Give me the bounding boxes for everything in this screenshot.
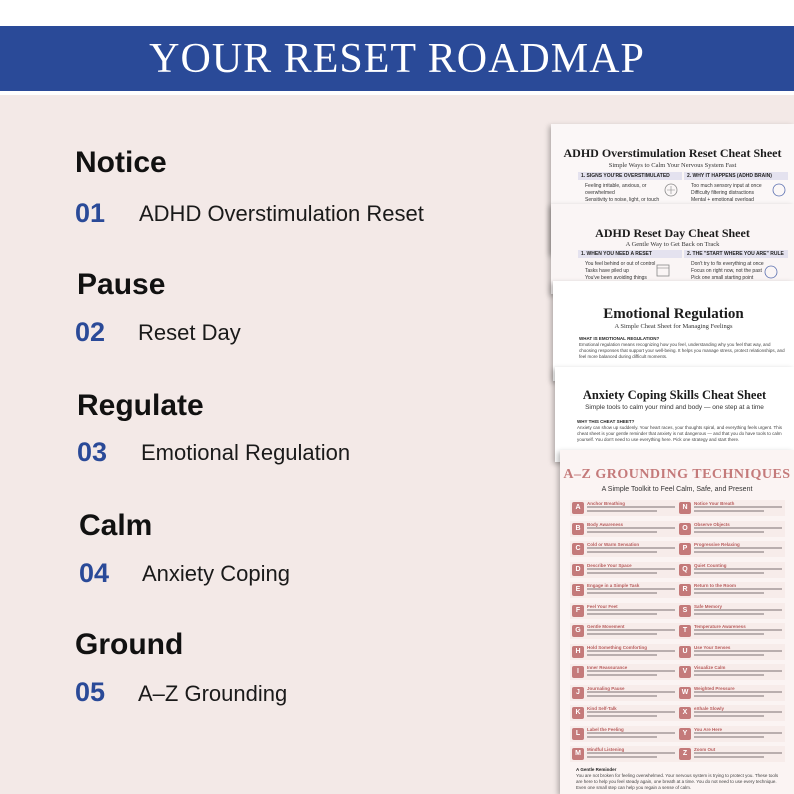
technique-description-line [694,588,782,590]
technique-name: Mindful Listening [587,747,625,752]
sheet-subtitle: Simple Ways to Calm Your Nervous System Fast [608,162,737,169]
letter-badge: M [572,748,584,760]
technique-description-line [694,732,782,734]
step-label: Emotional Regulation [141,440,351,465]
technique-description-line [587,506,675,508]
technique-item [570,521,678,537]
brain-icon [663,182,679,198]
reminder-heading: A Gentle Reminder [576,767,617,772]
section-header: 2. WHY IT HAPPENS (ADHD BRAIN) [684,172,788,180]
technique-item [677,644,785,660]
reminder-body: You are not broken for feeling overwhelmed. Your nervous system is trying to protect you. These tools are here to help you feel steady again, one breath at a time. You do not need to use every technique. Even one small step can help you regain a sense of calm. [576,773,779,790]
letter-badge: C [572,543,584,555]
letter-badge: L [572,728,584,740]
technique-description-line [694,551,764,553]
technique-item [570,623,678,639]
step-name: Notice [75,146,167,179]
az-grounding-sheet [560,450,794,794]
technique-description-line [587,629,675,631]
technique-description-line [694,715,764,717]
technique-name: Cold or Warm Sensation [587,542,640,547]
technique-item [677,726,785,742]
technique-name: Weighted Pressure [694,685,735,691]
head-icon [771,182,787,198]
technique-name: eXhale Slowly [694,706,725,711]
sheet-subtitle: A Simple Cheat Sheet for Managing Feelings [614,323,733,330]
technique-description-line [694,506,782,508]
bullet: You feel behind or out of control [585,261,656,267]
sheet-title: ADHD Overstimulation Reset Cheat Sheet [563,146,782,160]
step-label: Reset Day [138,320,241,345]
step-name: Pause [77,268,166,301]
technique-name: Body Awareness [587,521,624,527]
technique-description-line [694,629,782,631]
technique-item [570,644,678,660]
technique-description-line [694,691,782,693]
technique-description-line [587,547,675,549]
technique-description-line [587,715,657,717]
anxiety-coping-sheet [555,367,794,462]
bullet: Don't try to fix everything at once [691,261,764,267]
technique-name: Feel Your Feet [587,603,618,609]
section-header: 1. WHEN YOU NEED A RESET [578,250,682,258]
step-number: 03 [77,437,108,467]
section-header: 2. THE "START WHERE YOU ARE" RULE [684,250,788,258]
technique-name: Safe Memory [694,603,723,609]
technique-item [570,726,678,742]
bullet: Difficulty filtering distractions [691,190,754,196]
technique-item [677,685,785,701]
technique-description-line [694,695,764,697]
technique-item [570,603,678,619]
technique-name: Journaling Pause [587,685,625,691]
letter-badge: F [572,605,584,617]
technique-name: Zoom Out [694,747,716,752]
section-body: Emotional regulation means recognizing how you feel, understanding why you feel that way, and choosing responses that support your well-being. It helps you manage stress, protect relationships, and feel more balanced during difficult moments. [579,342,785,359]
page-title: YOUR RESET ROADMAP [149,35,645,82]
technique-item [677,623,785,639]
technique-description-line [694,613,764,615]
step-name: Ground [75,628,184,661]
technique-name: Anchor Breathing [587,501,626,506]
technique-name: Use Your Senses [694,644,731,650]
technique-item [570,582,678,598]
technique-description-line [694,547,782,549]
technique-description-line [587,510,657,512]
technique-description-line [587,736,657,738]
technique-description-line [587,695,657,697]
letter-badge: A [572,502,584,514]
technique-description-line [694,711,782,713]
section-header: 1. SIGNS YOU'RE OVERSTIMULATED [578,172,682,180]
technique-name: Describe Your Space [587,562,632,568]
technique-name: Hold Something Comforting [587,644,647,650]
bullet: overwhelmed [585,190,615,196]
letter-badge: B [572,523,584,535]
letter-badge: N [679,502,691,514]
technique-description-line [694,670,782,672]
letter-badge: W [679,687,691,699]
step-number: 02 [75,317,106,347]
clock-icon [763,264,779,280]
sheet-title: A–Z GROUNDING TECHNIQUES [563,467,791,482]
technique-description-line [587,588,675,590]
technique-item [570,685,678,701]
technique-description-line [694,650,782,652]
technique-description-line [587,670,675,672]
technique-item [677,746,785,762]
technique-name: Return to the Room [694,583,736,588]
technique-description-line [587,654,657,656]
technique-description-line [587,691,675,693]
letter-badge: O [679,523,691,535]
emotional-regulation-sheet [553,281,794,381]
technique-item [677,541,785,557]
technique-name: Label the Feeling [587,726,624,732]
step-label: Anxiety Coping [142,561,290,586]
technique-description-line [694,572,764,574]
technique-description-line [587,711,675,713]
bullet: You've been avoiding things [585,275,647,281]
letter-badge: R [679,584,691,596]
technique-item [570,500,678,516]
technique-name: Observe Objects [694,521,730,527]
letter-badge: V [679,666,691,678]
technique-item [570,541,678,557]
technique-description-line [587,551,657,553]
technique-description-line [587,531,657,533]
sheet-title: Anxiety Coping Skills Cheat Sheet [582,388,767,402]
technique-description-line [587,756,657,758]
technique-item [570,705,678,721]
technique-description-line [694,568,782,570]
technique-description-line [587,592,657,594]
letter-badge: S [679,605,691,617]
technique-description-line [587,650,675,652]
sheet-subtitle: A Gentle Way to Get Back on Track [625,241,720,248]
step-label: A–Z Grounding [138,681,288,706]
technique-item [570,664,678,680]
technique-name: Quiet Counting [694,562,727,568]
technique-name: Engage in a Simple Task [587,583,640,588]
technique-name: You Are Here [694,726,723,732]
technique-name: Gentle Movement [587,624,625,629]
technique-description-line [694,736,764,738]
bullet: Pick one small starting point [691,275,754,281]
sheet-title: ADHD Reset Day Cheat Sheet [595,226,750,240]
technique-description-line [587,752,675,754]
technique-name: Visualize Calm [694,665,726,670]
step-label: ADHD Overstimulation Reset [139,201,424,226]
technique-item [677,664,785,680]
technique-description-line [694,752,782,754]
letter-badge: T [679,625,691,637]
letter-badge: X [679,707,691,719]
letter-badge: P [679,543,691,555]
step-number: 04 [79,558,110,588]
letter-badge: J [572,687,584,699]
bullet: Feeling irritable, anxious, or [585,183,647,189]
technique-item [677,603,785,619]
sheet-subtitle: A Simple Toolkit to Feel Calm, Safe, and Present [601,486,753,493]
step-name: Regulate [77,389,204,422]
technique-description-line [694,592,764,594]
technique-description-line [694,527,782,529]
letter-badge: G [572,625,584,637]
technique-description-line [694,510,764,512]
bullet: Too much sensory input at once [691,183,762,189]
technique-description-line [587,527,675,529]
technique-description-line [694,609,782,611]
letter-badge: H [572,646,584,658]
technique-name: Inner Reassurance [587,665,628,670]
technique-description-line [694,633,764,635]
technique-description-line [587,572,657,574]
technique-item [677,582,785,598]
technique-description-line [587,633,657,635]
section-heading: WHY THIS CHEAT SHEET? [577,419,635,424]
letter-badge: D [572,564,584,576]
letter-badge: Z [679,748,691,760]
technique-description-line [694,531,764,533]
technique-item [677,500,785,516]
technique-name: Progressive Relaxing [694,542,740,547]
letter-badge: K [572,707,584,719]
technique-description-line [587,568,675,570]
letter-badge: Q [679,564,691,576]
technique-description-line [694,756,764,758]
bullet: Sensitivity to noise, light, or touch [585,197,660,203]
technique-item [570,562,678,578]
technique-description-line [587,613,657,615]
technique-name: Kind Self-Talk [587,706,617,711]
technique-name: Notice Your Breath [694,501,735,506]
technique-description-line [587,609,675,611]
technique-description-line [587,732,675,734]
step-name: Calm [79,509,153,542]
section-body: Anxiety can show up suddenly. Your heart races, your thoughts spiral, and everything feels urgent. This cheat sheet is your gentle reminder that anxiety is not dangerous — and that you do have tools to calm yourself. You don't need to use everything here. Pick one strategy and start there. [577,425,782,442]
section-heading: WHAT IS EMOTIONAL REGULATION? [579,336,660,341]
technique-description-line [694,654,764,656]
letter-badge: E [572,584,584,596]
technique-description-line [694,674,764,676]
calendar-icon [655,262,671,278]
step-number: 01 [75,198,106,228]
bullet: Mental + emotional overload [691,197,754,203]
sheet-subtitle: Simple tools to calm your mind and body — one step at a time [585,404,764,411]
technique-item [570,746,678,762]
technique-item [677,521,785,537]
technique-item [677,705,785,721]
letter-badge: I [572,666,584,678]
technique-description-line [587,674,657,676]
technique-name: Temperature Awareness [694,624,746,629]
step-number: 05 [75,677,106,707]
bullet: Focus on right now, not the past [691,268,762,274]
letter-badge: Y [679,728,691,740]
bullet: Tasks have piled up [585,268,629,274]
letter-badge: U [679,646,691,658]
sheet-title: Emotional Regulation [603,306,744,322]
technique-item [677,562,785,578]
